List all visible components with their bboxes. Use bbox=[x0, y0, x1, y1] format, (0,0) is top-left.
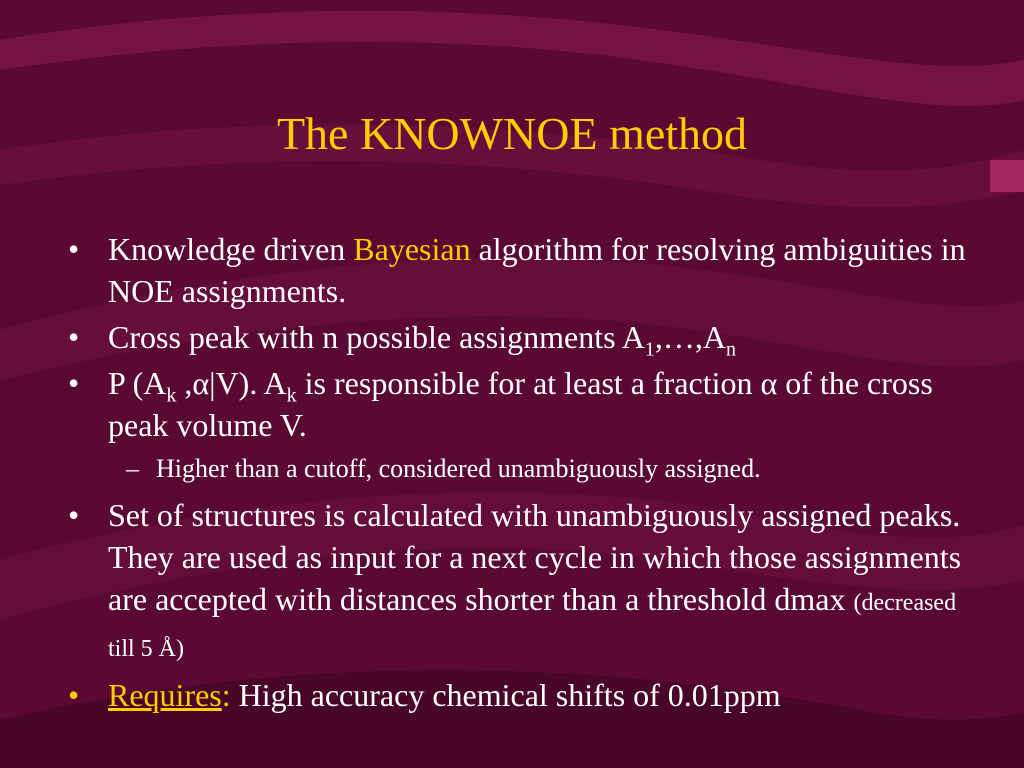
bullet-text: is responsible for at least a fraction α of the cross peak volume V. bbox=[108, 365, 933, 443]
bullet-list bbox=[68, 228, 988, 720]
bullet-item bbox=[68, 362, 988, 446]
highlight-term: Bayesian bbox=[353, 231, 471, 267]
sub-bullet-text: Higher than a cutoff, considered unambiguously assigned. bbox=[156, 454, 761, 483]
bullet-text: Set of structures is calculated with unambiguously assigned peaks. They are used as input for a next cycle in which those assignments are accepted with distances shorter than a threshold dmax bbox=[108, 497, 962, 617]
subscript: n bbox=[725, 338, 736, 361]
bullet-item bbox=[68, 674, 988, 716]
bullet-item bbox=[68, 494, 988, 670]
sub-bullet-item bbox=[68, 450, 988, 488]
bullet-colon: : bbox=[221, 677, 231, 713]
bullet-item bbox=[68, 228, 988, 312]
bullet-text: Cross peak with n possible assignments A bbox=[108, 319, 645, 355]
bullet-item bbox=[68, 316, 988, 361]
requires-link[interactable]: Requires bbox=[108, 677, 222, 713]
subscript: k bbox=[166, 384, 177, 407]
slide-title: The KNOWNOE method bbox=[276, 108, 748, 159]
subscript: 1 bbox=[644, 338, 655, 361]
bullet-note: (decreased till 5 Å) bbox=[108, 590, 957, 662]
bullet-text: ,α|V). A bbox=[176, 365, 287, 401]
bullet-text: P (A bbox=[108, 365, 167, 401]
subscript: k bbox=[286, 384, 297, 407]
bullet-marker: • bbox=[68, 497, 80, 533]
bullet-text: Knowledge driven bbox=[108, 231, 354, 267]
sub-bullet-marker: – bbox=[126, 454, 139, 483]
bullet-marker: • bbox=[68, 677, 80, 713]
bullet-marker: • bbox=[68, 365, 80, 401]
bullet-text: ,…,A bbox=[654, 319, 726, 355]
bullet-marker: • bbox=[68, 231, 80, 267]
bullet-text: High accuracy chemical shifts of 0.01ppm bbox=[230, 677, 781, 713]
bullet-marker: • bbox=[68, 319, 80, 355]
bullet-text: algorithm for resolving ambiguities in NOE assignments. bbox=[108, 231, 966, 309]
